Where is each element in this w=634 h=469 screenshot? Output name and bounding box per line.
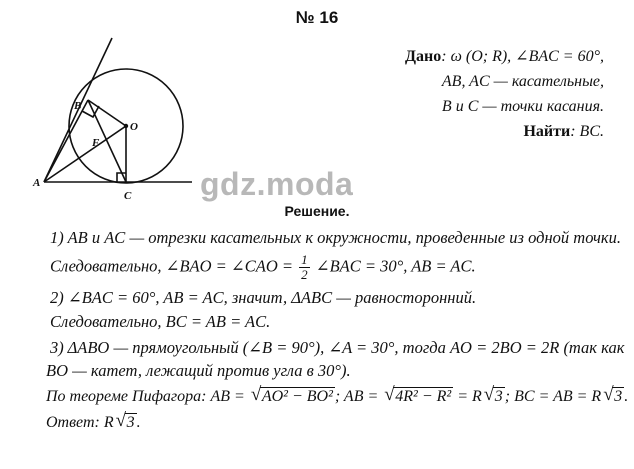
given-label: Дано xyxy=(405,48,442,65)
pythagoras-post: ; BC = AB = R xyxy=(504,388,602,405)
answer-text: : R xyxy=(94,414,114,431)
label-o: O xyxy=(130,121,138,133)
sqrt-3-icon: √ xyxy=(483,384,495,405)
sqrt-1-icon: √ xyxy=(250,384,262,405)
solution-line-3: 2) ∠BAC = 60°, AB = AC, значит, ΔABC — равносторонний. xyxy=(50,288,477,307)
answer-line xyxy=(46,410,141,432)
sqrt-2 xyxy=(384,384,453,406)
fraction-numerator: 1 xyxy=(301,252,308,267)
solution-line-1: 1) AB и AC — отрезки касательных к окружности, проведенные из одной точки. xyxy=(50,228,622,247)
solution-line-4: Следовательно, BC = AB = AC. xyxy=(50,312,271,331)
sqrt-2-radicand: 4R² − R² xyxy=(395,388,452,405)
solution-line-2-pre: Следовательно, ∠BAO = ∠CAO = xyxy=(50,256,294,276)
answer-sqrt xyxy=(115,410,137,432)
center-point-o xyxy=(124,124,128,128)
watermark: gdz.moda xyxy=(200,166,354,202)
sqrt-4 xyxy=(603,384,624,406)
sqrt-3-radicand: 3 xyxy=(494,388,503,405)
segment-ab xyxy=(44,100,88,182)
pythagoras-end: . xyxy=(624,388,629,405)
label-a: A xyxy=(33,177,41,189)
sqrt-1-radicand: AO² − BO² xyxy=(261,388,333,405)
pythagoras-eq: = R xyxy=(457,388,482,405)
solution-line-6: BO — катет, лежащий против угла в 30°). xyxy=(46,361,351,380)
given-line-2: AB, AC — касательные, xyxy=(441,73,604,90)
sqrt-3 xyxy=(483,384,505,406)
sqrt-2-icon: √ xyxy=(384,384,395,405)
label-b: B xyxy=(74,100,82,112)
solution-line-2 xyxy=(50,253,476,282)
sqrt-4-radicand: 3 xyxy=(614,388,623,405)
answer-sqrt-icon: √ xyxy=(115,410,127,431)
answer-label: Ответ xyxy=(46,414,95,431)
find-line xyxy=(523,121,604,143)
solution-line-2-post: ∠BAC = 30°, AB = AC. xyxy=(315,256,476,276)
solution-line-7 xyxy=(46,384,629,406)
pythagoras-pre: По теореме Пифагора: AB = xyxy=(46,388,245,405)
problem-number: № 16 xyxy=(295,8,339,27)
given-line-1-text: : ω (O; R), ∠BAC = 60°, xyxy=(441,48,604,65)
given-line-1 xyxy=(405,46,604,68)
sqrt-1 xyxy=(250,384,335,406)
find-text: : BC. xyxy=(570,123,604,140)
solution-line-5: 3) ΔABO — прямоугольный (∠B = 90°), ∠A = 30°, тогда AO = 2BO = 2R (так как xyxy=(50,338,625,357)
solution-heading: Решение. xyxy=(284,203,350,219)
fraction-denominator: 2 xyxy=(301,267,308,282)
given-line-3: B и C — точки касания. xyxy=(441,98,604,115)
find-label: Найти xyxy=(523,123,571,140)
answer-sqrt-radicand: 3 xyxy=(126,414,135,431)
answer-end: . xyxy=(136,414,141,431)
pythagoras-mid: ; AB = xyxy=(334,388,379,405)
label-f: F xyxy=(92,137,100,149)
fraction-one-half xyxy=(299,253,310,282)
sqrt-4-icon: √ xyxy=(603,384,614,405)
label-c: C xyxy=(124,190,132,200)
